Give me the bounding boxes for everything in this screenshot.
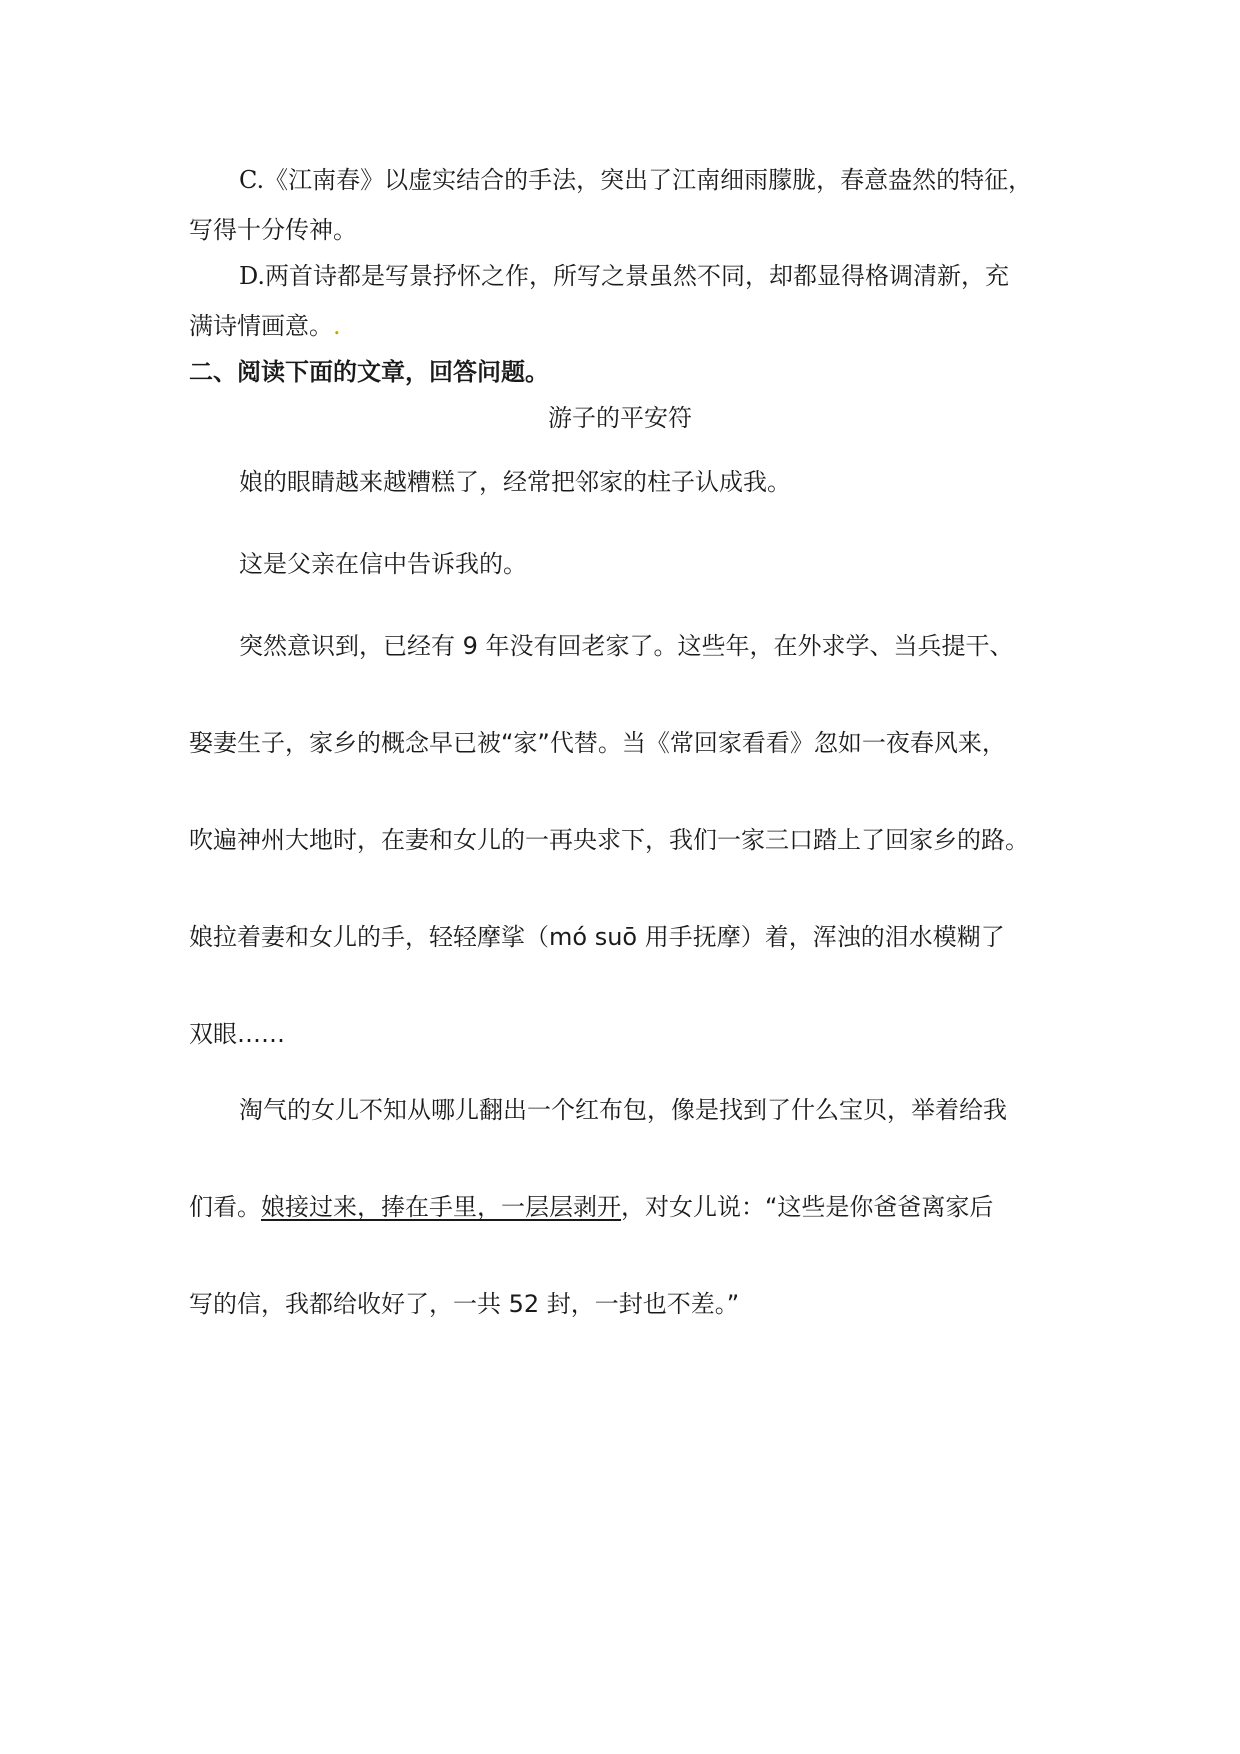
paragraph-4-line-3: 写的信，我都给收好了，一共 52 封，一封也不差。” (189, 1290, 740, 1318)
underlined-sentence: 娘接过来，捧在手里，一层层剥开 (261, 1193, 621, 1221)
option-d-line-2 (189, 314, 341, 338)
paragraph-3-line-1: 突然意识到，已经有 9 年没有回老家了。这些年，在外求学、当兵提干、 (239, 632, 1014, 660)
paragraph-3-line-4: 娘拉着妻和女儿的手，轻轻摩挲（mó suō 用手抚摩）着，浑浊的泪水模糊了 (189, 923, 1005, 951)
article-title: 游子的平安符 (548, 404, 692, 432)
paragraph-1: 娘的眼睛越来越糟糕了，经常把邻家的柱子认成我。 (239, 468, 791, 496)
option-d-line-1: D.两首诗都是写景抒怀之作，所写之景虽然不同，却都显得格调清新，充 (239, 262, 1010, 290)
paragraph-3-line-5: 双眼…… (189, 1020, 285, 1048)
option-c-line-1: C.《江南春》以虚实结合的手法，突出了江南细雨朦胧，春意盎然的特征， (239, 166, 1033, 194)
paragraph-3-line-3: 吹遍神州大地时，在妻和女儿的一再央求下，我们一家三口踏上了回家乡的路。 (189, 826, 1029, 854)
option-d-line-2-text: 满诗情画意。 (189, 312, 333, 340)
stray-mark: . (333, 312, 341, 340)
paragraph-4-line-2-start: 们看。 (189, 1193, 261, 1221)
paragraph-4-line-2-end: ，对女儿说：“这些是你爸爸离家后 (621, 1193, 994, 1221)
section-heading: 二、阅读下面的文章，回答问题。 (189, 358, 549, 386)
paragraph-2: 这是父亲在信中告诉我的。 (239, 550, 527, 578)
option-c-line-2: 写得十分传神。 (189, 216, 357, 244)
paragraph-4-line-2 (189, 1195, 993, 1219)
paragraph-4-line-1: 淘气的女儿不知从哪儿翻出一个红布包，像是找到了什么宝贝，举着给我 (239, 1096, 1007, 1124)
paragraph-3-line-2: 娶妻生子，家乡的概念早已被“家”代替。当《常回家看看》忽如一夜春风来， (189, 729, 1006, 757)
